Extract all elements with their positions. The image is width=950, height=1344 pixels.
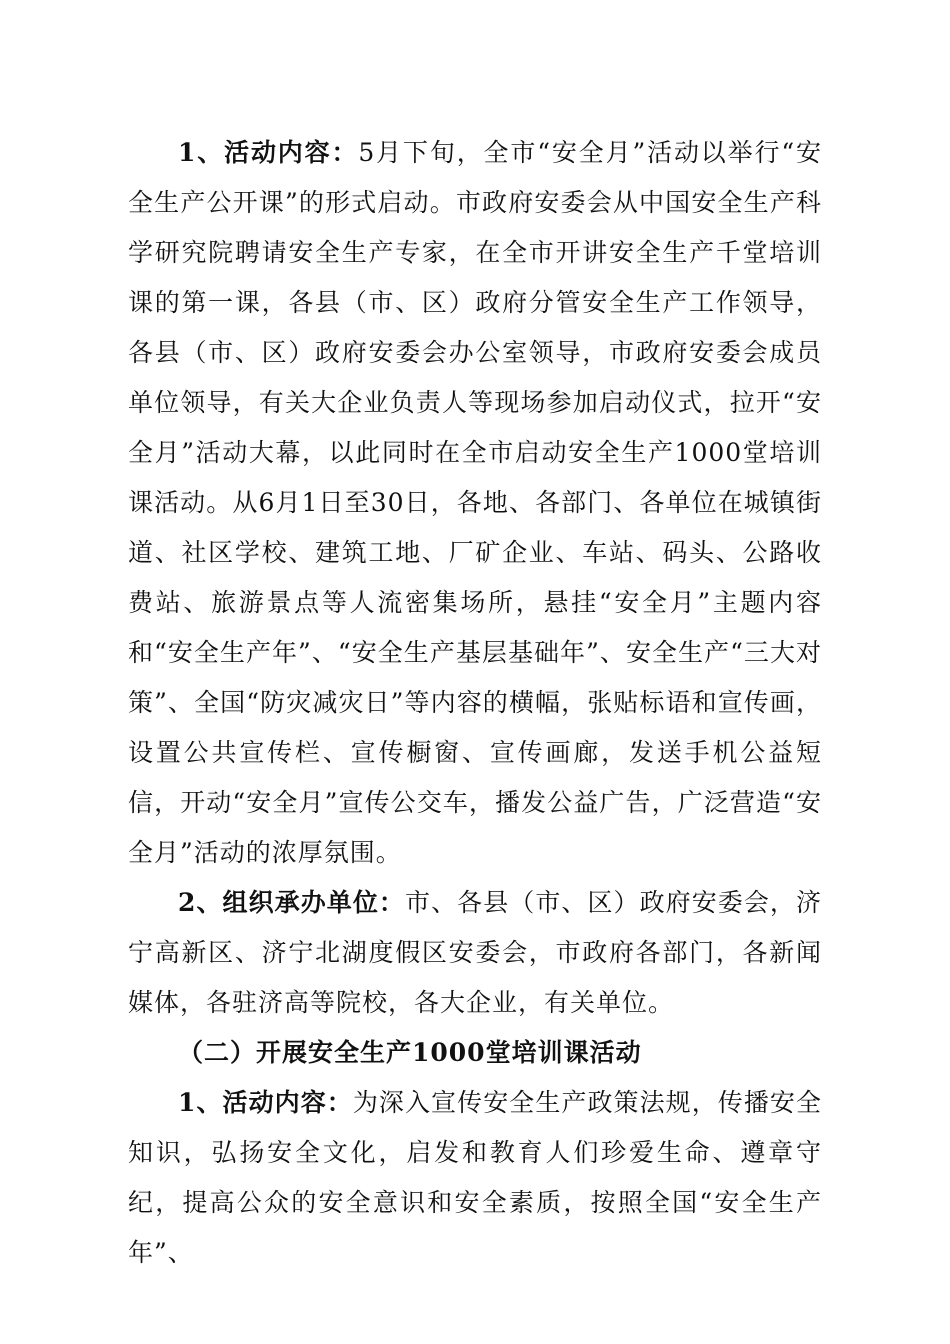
section-heading: （二）开展安全生产1000堂培训课活动: [178, 1038, 642, 1067]
paragraph-text: 为深入宣传安全生产政策法规，传播安全知识，弘扬安全文化，启发和教育人们珍爱生命、遵章守纪，提高公众的安全意识和安全素质，按照全国“安全生产年”、: [128, 1088, 822, 1267]
document-body: [128, 128, 822, 1278]
paragraph-lead: 2、组织承办单位：: [178, 888, 405, 917]
paragraph-text: 5月下旬，全市“安全月”活动以举行“安全生产公开课”的形式启动。市政府安委会从中国安全生产科学研究院聘请安全生产专家，在全市开讲安全生产千堂培训课的第一课，各县（市、区）政府分管安全生产工作领导，各县（市、区）政府安委会办公室领导，市政府安委会成员单位领导，有关大企业负责人等现场参加启动仪式，拉开“安全月”活动大幕，以此同时在全市启动安全生产1000堂培训课活动。从6月1日至30日，各地、各部门、各单位在城镇街道、社区学校、建筑工地、厂矿企业、车站、码头、公路收费站、旅游景点等人流密集场所，悬挂“安全月”主题内容和“安全生产年”、“安全生产基层基础年”、安全生产“三大对策”、全国“防灾减灾日”等内容的横幅，张贴标语和宣传画，设置公共宣传栏、宣传橱窗、宣传画廊，发送手机公益短信，开动“安全月”宣传公交车，播发公益广告，广泛营造“安全月”活动的浓厚氛围。: [128, 138, 822, 867]
paragraph-section-activity-content: [128, 1078, 822, 1278]
paragraph-organizers: [128, 878, 822, 1028]
paragraph-lead: 1、活动内容：: [178, 1088, 353, 1117]
paragraph-text: 市、各县（市、区）政府安委会，济宁高新区、济宁北湖度假区安委会，市政府各部门，各新闻媒体，各驻济高等院校，各大企业，有关单位。: [128, 888, 822, 1017]
paragraph-lead: 1、活动内容：: [178, 138, 359, 167]
paragraph-activity-content: [128, 128, 822, 878]
